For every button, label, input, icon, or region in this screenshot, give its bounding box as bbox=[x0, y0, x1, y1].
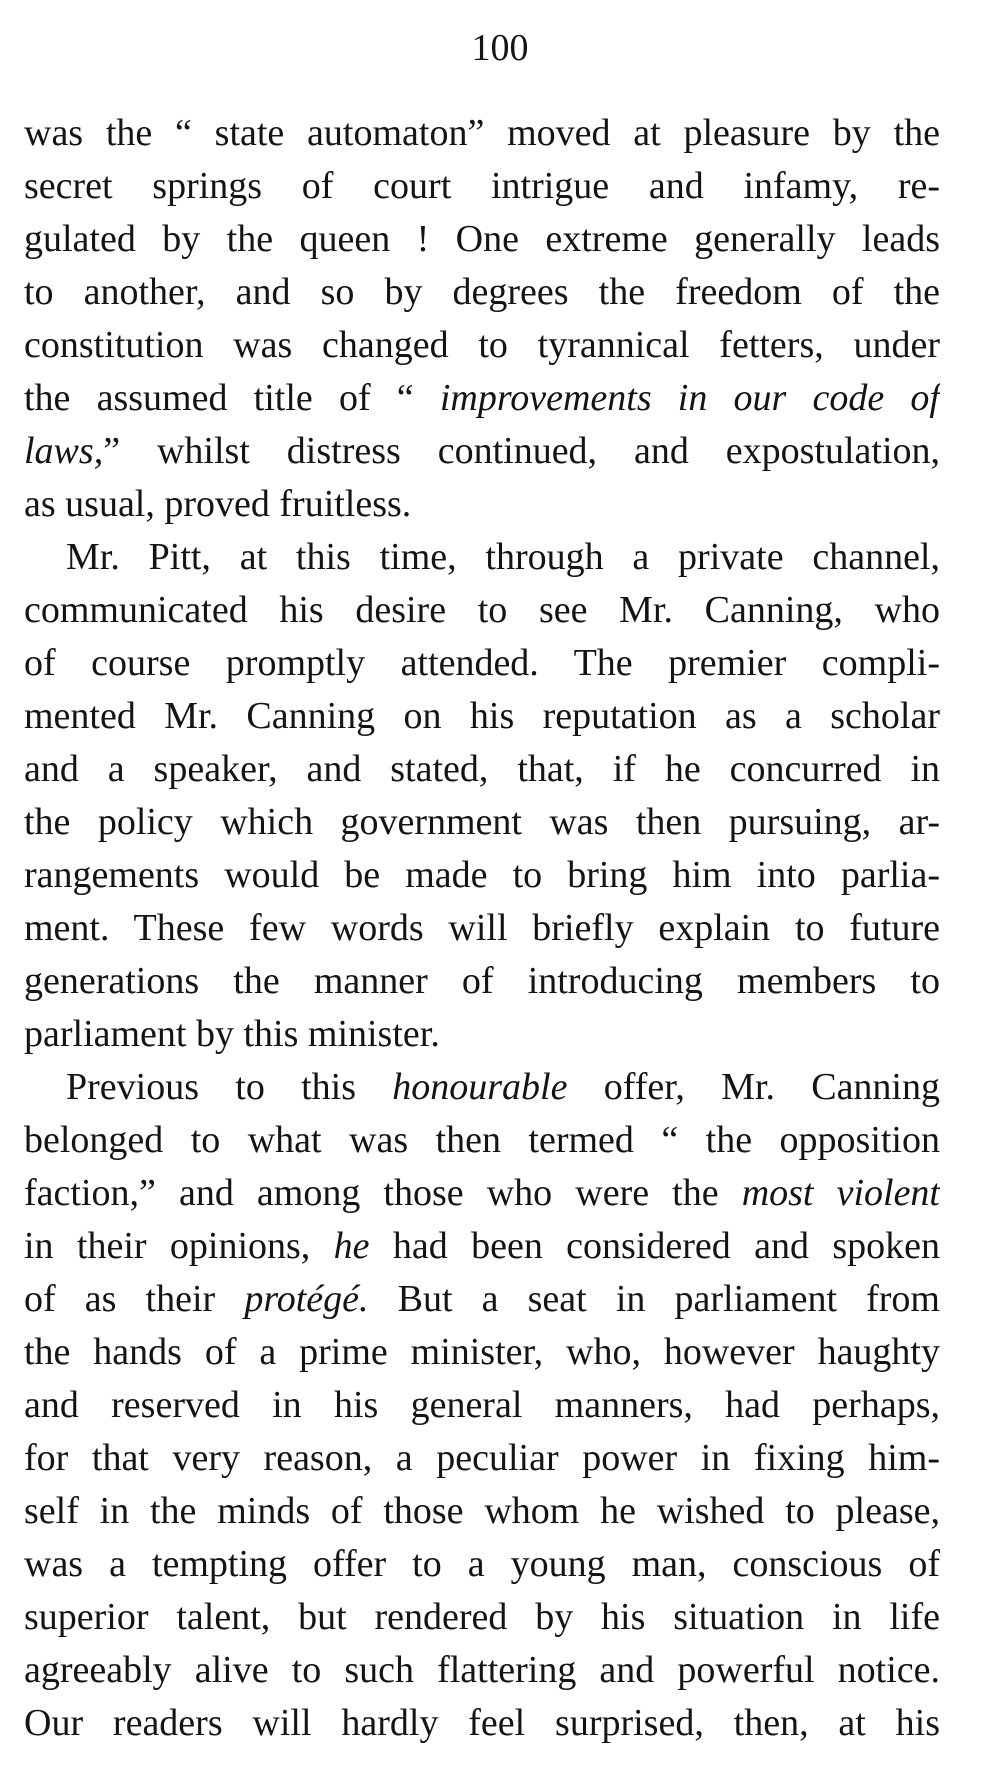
text-line: the hands of a prime minister, who, however haughty bbox=[24, 1331, 940, 1373]
text-line: and a speaker, and stated, that, if he concurred in bbox=[24, 748, 940, 790]
italic-phrase: laws, bbox=[24, 430, 104, 472]
text-line: the policy which government was then pursuing, ar- bbox=[24, 801, 940, 843]
text-line: was a tempting offer to a young man, conscious of bbox=[24, 1543, 940, 1585]
text-line: mented Mr. Canning on his reputation as a scholar bbox=[24, 695, 940, 737]
italic-phrase: he bbox=[333, 1225, 370, 1267]
text-line: generations the manner of introducing members to bbox=[24, 960, 940, 1002]
text-line: ment. These few words will briefly explain to future bbox=[24, 907, 940, 949]
paragraph bbox=[24, 1061, 940, 1750]
text-line: faction,” and among those who were the most violent bbox=[24, 1172, 940, 1214]
text-line: constitution was changed to tyrannical fetters, under bbox=[24, 324, 940, 366]
text-line: gulated by the queen ! One extreme generally leads bbox=[24, 218, 940, 260]
body-text bbox=[24, 107, 940, 1750]
text-line: for that very reason, a peculiar power in fixing him- bbox=[24, 1437, 940, 1479]
italic-phrase: protégé. bbox=[244, 1278, 369, 1320]
text-line: belonged to what was then termed “ the opposition bbox=[24, 1119, 940, 1161]
text-line: of course promptly attended. The premier compli- bbox=[24, 642, 940, 684]
text-line: superior talent, but rendered by his situation in life bbox=[24, 1596, 940, 1638]
text-line: the assumed title of “ improvements in our code of bbox=[24, 377, 940, 419]
text-line: self in the minds of those whom he wished to please, bbox=[24, 1490, 940, 1532]
text-line: rangements would be made to bring him into parlia- bbox=[24, 854, 940, 896]
page-number: 100 bbox=[471, 27, 529, 69]
text-line: laws,” whilst distress continued, and expostulation, bbox=[24, 430, 940, 472]
text-line: and reserved in his general manners, had perhaps, bbox=[24, 1384, 940, 1426]
text-line: Our readers will hardly feel surprised, then, at his bbox=[24, 1702, 940, 1744]
text-line: as usual, proved fruitless. bbox=[24, 483, 412, 525]
text-line: parliament by this minister. bbox=[24, 1013, 440, 1055]
text-line: Previous to this honourable offer, Mr. Canning bbox=[66, 1066, 940, 1108]
text-line: of as their protégé. But a seat in parliament from bbox=[24, 1278, 940, 1320]
italic-phrase: improvements in our code of bbox=[439, 377, 940, 419]
italic-phrase: honourable bbox=[392, 1066, 568, 1108]
text-line: was the “ state automaton” moved at pleasure by the bbox=[24, 112, 940, 154]
paragraph bbox=[24, 531, 940, 1061]
text-line: secret springs of court intrigue and infamy, re- bbox=[24, 165, 940, 207]
paragraph bbox=[24, 107, 940, 531]
text-line: Mr. Pitt, at this time, through a private channel, bbox=[66, 536, 940, 578]
text-line: to another, and so by degrees the freedom of the bbox=[24, 271, 940, 313]
text-line: communicated his desire to see Mr. Canning, who bbox=[24, 589, 940, 631]
text-line: agreeably alive to such flattering and powerful notice. bbox=[24, 1649, 940, 1691]
italic-phrase: most violent bbox=[741, 1172, 940, 1214]
text-line: in their opinions, he had been considered and spoken bbox=[24, 1225, 940, 1267]
